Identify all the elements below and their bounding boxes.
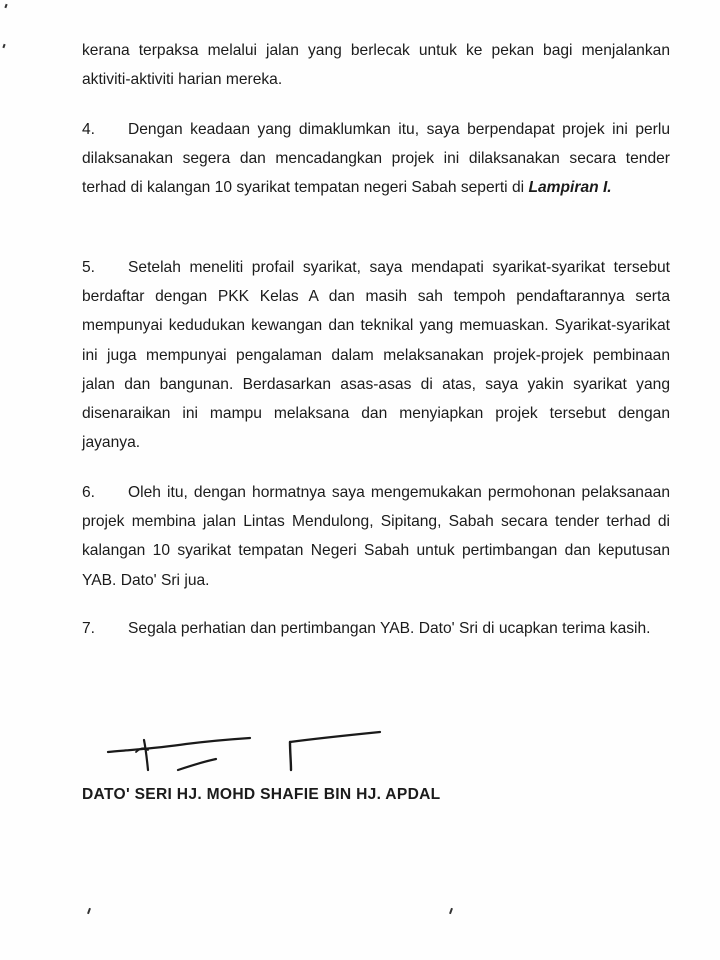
paragraph-text: Segala perhatian dan pertimbangan YAB. Dato' Sri di ucapkan terima kasih. [128, 620, 651, 637]
paragraph-text: Setelah meneliti profail syarikat, saya mendapati syarikat-syarikat tersebut berdaftar dengan PKK Kelas A dan masih sah tempoh pendaftarannya serta mempunyai kedudukan kewangan dan teknikal yang memuaskan. Syarikat-syarikat ini juga mempunyai pengalaman dalam melaksanakan projek-projek pembinaan jalan dan bangunan. Berdasarkan asas-asas di atas, saya yakin syarikat yang disenaraikan ini mampu melaksana dan menyiapkan projek tersebut dengan jayanya. [82, 259, 670, 452]
signatory-name: DATO' SERI HJ. MOHD SHAFIE BIN HJ. APDAL [82, 786, 441, 803]
paragraph-number: 4. [82, 121, 96, 138]
paragraph-7 [82, 614, 670, 643]
scan-speck [2, 44, 5, 48]
paragraph-text: Oleh itu, dengan hormatnya saya mengemukakan permohonan pelaksanaan projek membina jalan Lintas Mendulong, Sipitang, Sabah secara tender terhad di kalangan 10 syarikat tempatan Negeri Sabah untuk pertimbangan dan keputusan YAB. Dato' Sri jua. [82, 484, 670, 589]
paragraph-6 [82, 478, 670, 595]
paragraph-number: 7. [82, 620, 96, 637]
paragraph-number: 5. [82, 259, 96, 276]
paragraph-4 [82, 115, 670, 203]
handwritten-signature [100, 722, 400, 782]
lampiran-reference: Lampiran I. [528, 179, 612, 197]
scan-speck [4, 4, 7, 8]
paragraph-text: Dengan keadaan yang dimaklumkan itu, saya berpendapat projek ini perlu dilaksanakan segera dan mencadangkan projek ini dilaksanakan secara tender terhad di kalangan 10 syarikat tempatan negeri Sabah seperti di [82, 121, 670, 197]
paragraph-5 [82, 253, 670, 457]
scan-speck [87, 908, 91, 914]
paragraph-number: 6. [82, 484, 96, 501]
continuation-paragraph: kerana terpaksa melalui jalan yang berlecak untuk ke pekan bagi menjalankan aktiviti-aktiviti harian mereka. [82, 42, 670, 89]
scan-speck [449, 908, 453, 914]
